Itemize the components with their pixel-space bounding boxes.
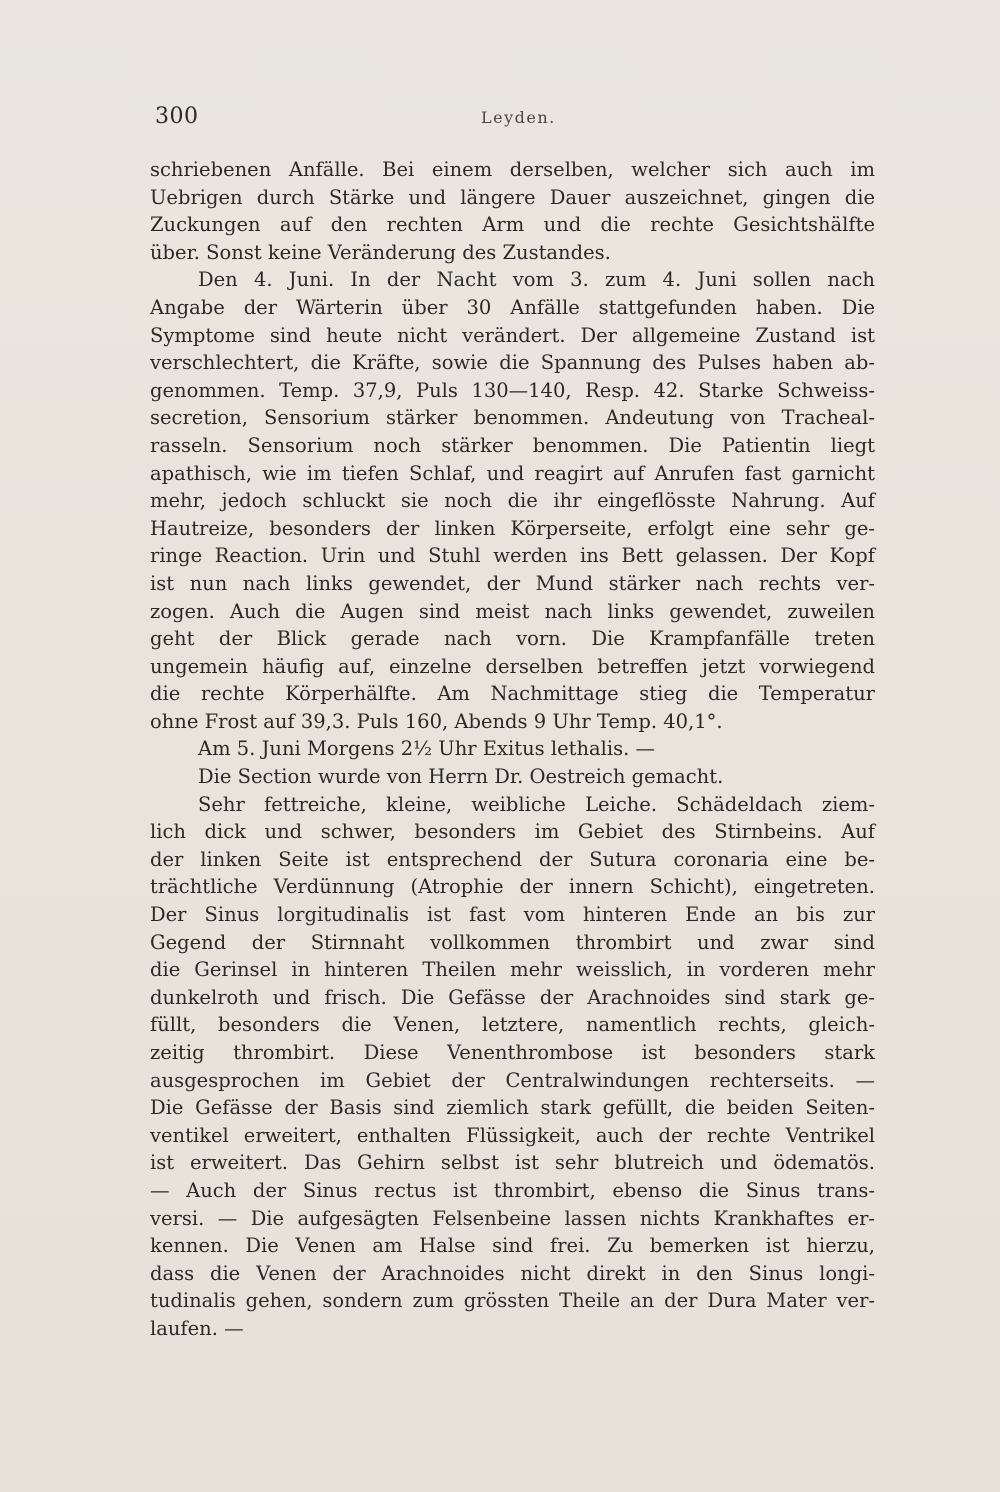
text-line: apathisch, wie im tiefen Schlaf, und reagirt auf Anrufen fast garnicht bbox=[150, 461, 875, 485]
text-line: secretion, Sensorium stärker benommen. Andeutung von Tracheal- bbox=[150, 406, 875, 430]
text-line: ist nun nach links gewendet, der Mund stärker nach rechts ver- bbox=[150, 571, 875, 595]
text-line: geht der Blick gerade nach vorn. Die Krampfanfälle treten bbox=[150, 627, 875, 651]
text-line: Sehr fettreiche, kleine, weibliche Leiche. Schädeldach ziem- bbox=[198, 792, 875, 816]
text-line: laufen. — bbox=[150, 1316, 244, 1340]
text-line: dunkelroth und frisch. Die Gefässe der Arachnoides sind stark ge- bbox=[150, 985, 875, 1009]
text-line: Symptome sind heute nicht verändert. Der allgemeine Zustand ist bbox=[150, 323, 875, 347]
text-line: tudinalis gehen, sondern zum grössten Theile an der Dura Mater ver- bbox=[150, 1289, 875, 1313]
body-text bbox=[150, 156, 875, 1343]
text-line: die rechte Körperhälfte. Am Nachmittage stieg die Temperatur bbox=[150, 682, 875, 706]
text-line: schriebenen Anfälle. Bei einem derselben, welcher sich auch im bbox=[150, 158, 875, 181]
text-line: kennen. Die Venen am Halse sind frei. Zu bemerken ist hierzu, bbox=[150, 1234, 875, 1258]
text-line: über. Sonst keine Veränderung des Zustandes. bbox=[150, 240, 611, 264]
running-head bbox=[155, 104, 875, 134]
text-line: rasseln. Sensorium noch stärker benommen. Die Patientin liegt bbox=[150, 433, 875, 457]
text-line: mehr, jedoch schluckt sie noch die ihr eingeflösste Nahrung. Auf bbox=[150, 489, 875, 513]
text-line: ventikel erweitert, enthalten Flüssigkeit, auch der rechte Ventrikel bbox=[150, 1123, 875, 1147]
text-line: Am 5. Juni Morgens 2½ Uhr Exitus lethalis. — bbox=[198, 737, 656, 761]
text-line: lich dick und schwer, besonders im Gebiet des Stirnbeins. Auf bbox=[150, 820, 875, 844]
text-line: zeitig thrombirt. Diese Venenthrombose ist besonders stark bbox=[150, 1041, 875, 1064]
text-line: genommen. Temp. 37,9, Puls 130—140, Resp. 42. Starke Schweiss- bbox=[150, 378, 875, 402]
text-line: ist erweitert. Das Gehirn selbst ist sehr blutreich und ödematös. bbox=[150, 1151, 875, 1175]
text-line: füllt, besonders die Venen, letztere, namentlich rechts, gleich- bbox=[150, 1013, 875, 1037]
text-line: Angabe der Wärterin über 30 Anfälle stattgefunden haben. Die bbox=[150, 295, 875, 319]
text-line: ringe Reaction. Urin und Stuhl werden ins Bett gelassen. Der Kopf bbox=[150, 544, 875, 568]
running-head-title: Leyden. bbox=[481, 108, 556, 127]
text-line: die Gerinsel in hinteren Theilen mehr weisslich, in vorderen mehr bbox=[150, 958, 875, 982]
text-line: Zuckungen auf den rechten Arm und die rechte Gesichtshälfte bbox=[150, 213, 875, 237]
text-line: ohne Frost auf 39,3. Puls 160, Abends 9 Uhr Temp. 40,1°. bbox=[150, 709, 723, 733]
text-line: Gegend der Stirnnaht vollkommen thrombirt und zwar sind bbox=[150, 930, 875, 954]
text-line: verschlechtert, die Kräfte, sowie die Spannung des Pulses haben ab- bbox=[150, 351, 875, 375]
text-line: — Auch der Sinus rectus ist thrombirt, ebenso die Sinus trans- bbox=[150, 1178, 875, 1202]
text-line: ungemein häufig auf, einzelne derselben betreffen jetzt vorwiegend bbox=[150, 654, 875, 678]
text-line: Hautreize, besonders der linken Körperseite, erfolgt eine sehr ge- bbox=[150, 516, 875, 540]
text-line: ausgesprochen im Gebiet der Centralwindungen rechterseits. — bbox=[150, 1068, 875, 1092]
text-line: Die Section wurde von Herrn Dr. Oestreich gemacht. bbox=[198, 765, 724, 789]
text-line: der linken Seite ist entsprechend der Sutura coronaria eine be- bbox=[150, 847, 875, 871]
text-line: Uebrigen durch Stärke und längere Dauer auszeichnet, gingen die bbox=[150, 185, 875, 209]
text-line: Die Gefässe der Basis sind ziemlich stark gefüllt, die beiden Seiten- bbox=[150, 1096, 875, 1120]
text-line: trächtliche Verdünnung (Atrophie der innern Schicht), eingetreten. bbox=[150, 875, 875, 899]
text-line: Der Sinus lorgitudinalis ist fast vom hinteren Ende an bis zur bbox=[150, 903, 875, 927]
text-line: zogen. Auch die Augen sind meist nach links gewendet, zuweilen bbox=[150, 599, 875, 623]
text-line: dass die Venen der Arachnoides nicht direkt in den Sinus longi- bbox=[150, 1261, 875, 1285]
text-line: Den 4. Juni. In der Nacht vom 3. zum 4. Juni sollen nach bbox=[198, 268, 875, 292]
page-number: 300 bbox=[155, 104, 199, 129]
text-line: versi. — Die aufgesägten Felsenbeine lassen nichts Krankhaftes er- bbox=[150, 1206, 875, 1230]
